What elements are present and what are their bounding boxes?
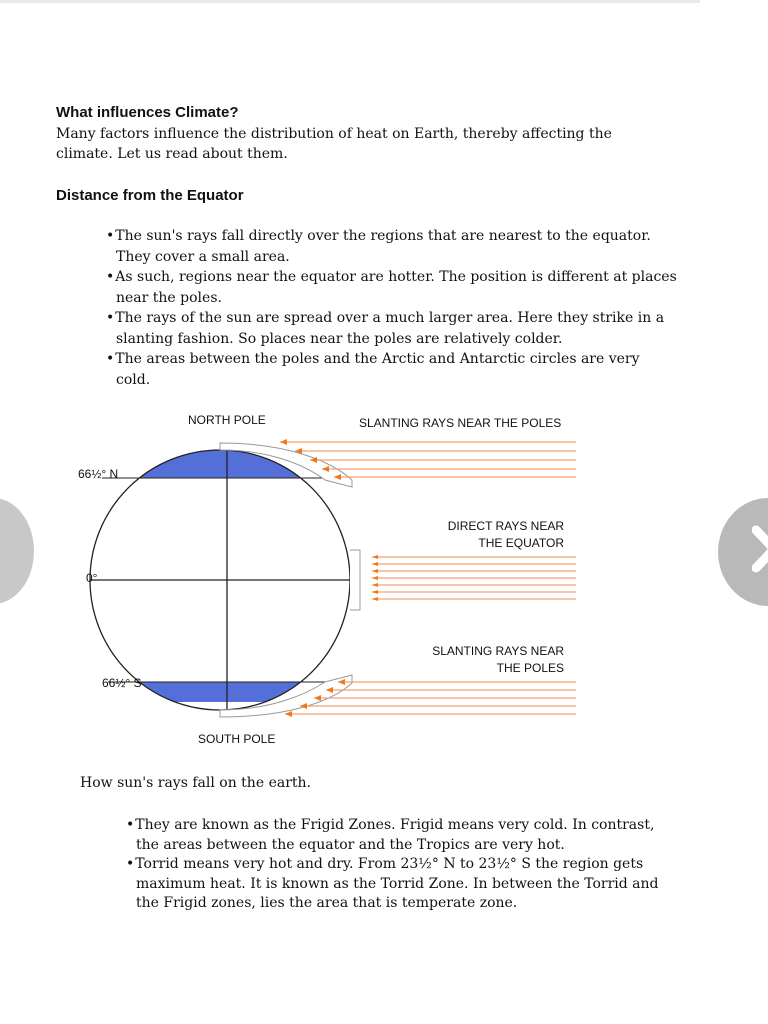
slanting-rays-bottom-label-1: SLANTING RAYS NEAR [432, 644, 564, 658]
list-item: • The sun's rays fall directly over the regions that are nearest to the equator. They cover a small area. [98, 226, 678, 267]
section-title: What influences Climate? [56, 104, 239, 121]
page-top-edge [0, 0, 700, 3]
sun-rays-diagram [70, 405, 590, 750]
next-page-button[interactable] [718, 498, 768, 606]
lat-north-label: 66½° N [78, 467, 119, 481]
lat-equator-label: 0° [86, 571, 98, 585]
bullet-list-zones [118, 816, 678, 914]
ray-arrow [280, 439, 287, 445]
north-pole-label: NORTH POLE [188, 413, 266, 427]
direct-rays-label-2: THE EQUATOR [478, 536, 564, 550]
list-item: • They are known as the Frigid Zones. Frigid means very cold. In contrast, the areas between the equator and the Tropics are very hot. [118, 816, 678, 855]
ray-arrow [372, 590, 378, 594]
chevron-right-icon [752, 524, 768, 574]
south-pole-label: SOUTH POLE [198, 732, 276, 746]
ray-arrow [372, 583, 378, 587]
list-item: • The rays of the sun are spread over a much larger area. Here they strike in a slanting fashion. So places near the poles are relatively colder. [98, 308, 678, 349]
ray-arrow [372, 562, 378, 566]
lat-south-label: 66½° S [102, 676, 142, 690]
equator-ray-band [350, 550, 360, 610]
subheading-distance: Distance from the Equator [56, 187, 244, 204]
ray-arrow [372, 569, 378, 573]
list-item: • As such, regions near the equator are hotter. The position is different at places near the poles. [98, 267, 678, 308]
slanting-rays-top-label: SLANTING RAYS NEAR THE POLES [359, 416, 562, 430]
bullet-list-rays [98, 226, 678, 390]
ray-arrow [285, 711, 292, 717]
equator-direct-rays [372, 557, 576, 599]
slanting-rays-bottom-label-2: THE POLES [496, 661, 564, 675]
ray-arrow [372, 576, 378, 580]
intro-paragraph: Many factors influence the distribution of heat on Earth, thereby affecting the climate. Let us read about them. [56, 126, 612, 162]
diagram-caption: How sun's rays fall on the earth. [80, 775, 311, 791]
previous-page-button[interactable] [0, 498, 34, 604]
list-item: • The areas between the poles and the Arctic and Antarctic circles are very cold. [98, 349, 678, 390]
list-item: • Torrid means very hot and dry. From 23½° N to 23½° S the region gets maximum heat. It is known as the Torrid Zone. In between the Torrid and the Frigid zones, lies the area that is temperate zone. [118, 855, 678, 914]
ray-arrow [372, 555, 378, 559]
ray-arrow [372, 597, 378, 601]
direct-rays-label-1: DIRECT RAYS NEAR [447, 519, 564, 533]
